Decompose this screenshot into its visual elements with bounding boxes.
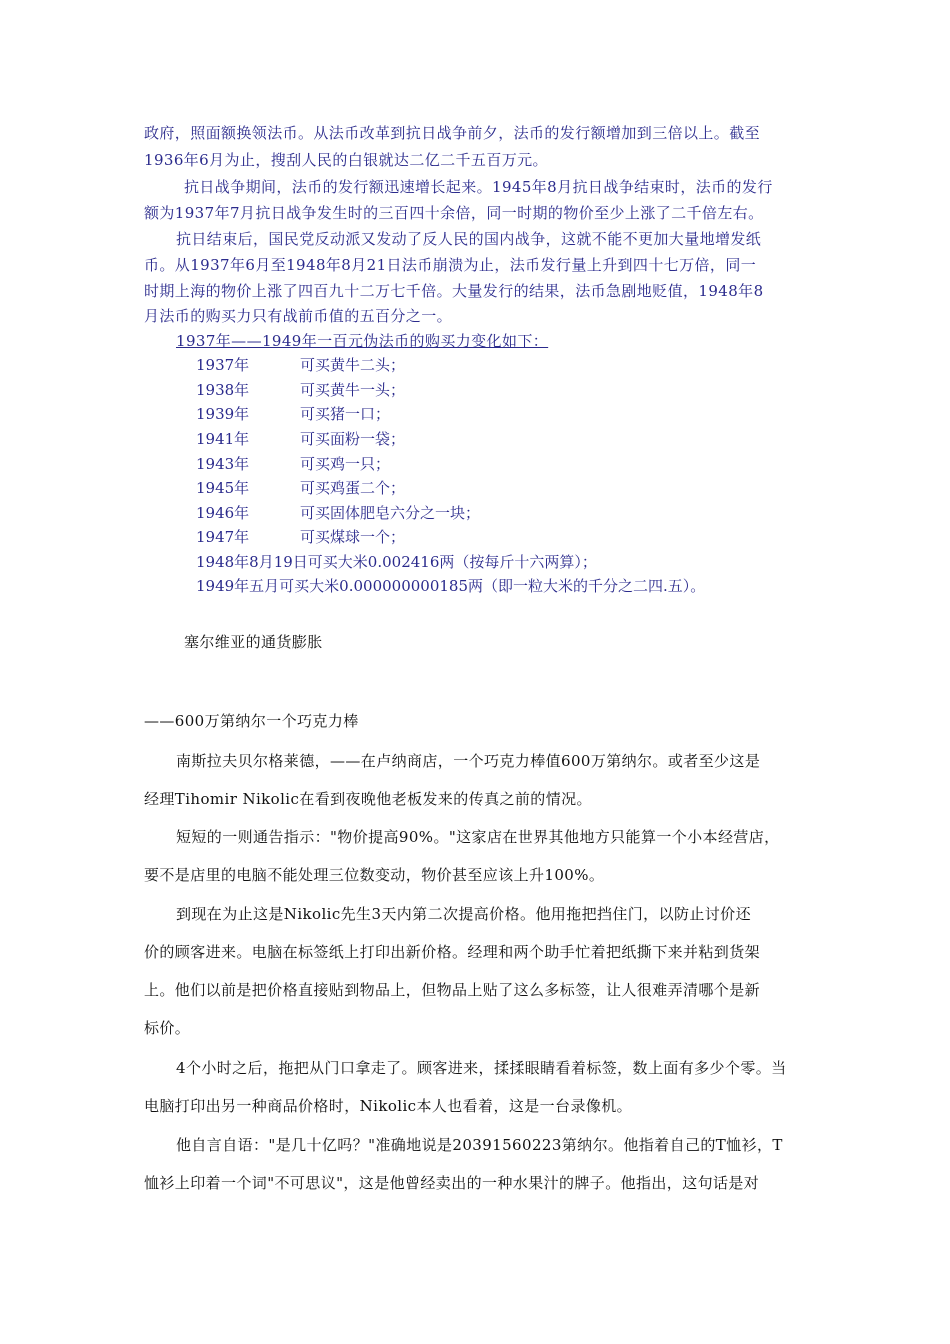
paragraph-line: 标价。 (144, 1019, 191, 1037)
table-heading: 1937年——1949年一百元伪法币的购买力变化如下： (176, 332, 549, 350)
paragraph-line: 时期上海的物价上涨了四百九十二万七千倍。大量发行的结果，法币急剧地贬值，1948年8 (144, 282, 764, 300)
item-text: 可买煤球一个； (300, 528, 406, 546)
paragraph-line: 政府，照面额换领法币。从法币改革到抗日战争前夕，法币的发行额增加到三倍以上。截至 (144, 124, 761, 142)
year-label: 1938年 (196, 381, 250, 399)
year-label: 1943年 (196, 455, 250, 473)
item-text: 可买面粉一袋； (300, 430, 406, 448)
list-item (196, 527, 405, 547)
list-item: 1948年8月19日可买大米0.002416两（按每斤十六两算）； (196, 553, 597, 571)
paragraph-line: 到现在为止这是Nikolic先生3天内第二次提高价格。他用拖把挡住门，以防止讨价还 (176, 905, 751, 923)
paragraph-line: 经理Tihomir Nikolic在看到夜晚他老板发来的传真之前的情况。 (144, 790, 592, 808)
item-text: 可买黄牛二头； (300, 356, 406, 374)
paragraph-line: 恤衫上印着一个词"不可思议"，这是他曾经卖出的一种水果汁的牌子。他指出，这句话是对 (144, 1174, 760, 1192)
paragraph-line: 价的顾客进来。电脑在标签纸上打印出新价格。经理和两个助手忙着把纸撕下来并粘到货架 (144, 943, 761, 961)
paragraph-line: 1936年6月为止，搜刮人民的白银就达二亿二千五百万元。 (144, 151, 548, 169)
list-item (196, 503, 480, 523)
paragraph-line: 要不是店里的电脑不能处理三位数变动，物价甚至应该上升100%。 (144, 866, 605, 884)
paragraph-line: 抗日结束后，国民党反动派又发动了反人民的国内战争，这就不能不更加大量地增发纸 (176, 230, 762, 248)
year-label: 1946年 (196, 504, 250, 522)
paragraph-line: 上。他们以前是把价格直接贴到物品上，但物品上贴了这么多标签，让人很难弄清哪个是新 (144, 981, 761, 999)
paragraph-line: 月法币的购买力只有战前币值的五百分之一。 (144, 307, 453, 325)
list-item (196, 380, 405, 400)
paragraph-line: 4个小时之后，拖把从门口拿走了。顾客进来，揉揉眼睛看着标签，数上面有多少个零。当 (176, 1059, 787, 1077)
list-item: 1949年五月可买大米0.000000000185两（即一粒大米的千分之二四.五）。 (196, 577, 706, 595)
year-label: 1947年 (196, 528, 250, 546)
list-item (196, 355, 405, 375)
paragraph-line: 额为1937年7月抗日战争发生时的三百四十余倍，同一时期的物价至少上涨了二千倍左右。 (144, 204, 764, 222)
item-text: 可买黄牛一头； (300, 381, 406, 399)
year-label: 1945年 (196, 479, 250, 497)
list-item (196, 454, 390, 474)
paragraph-line: 币。从1937年6月至1948年8月21日法币崩溃为止，法币发行量上升到四十七万倍，同一 (144, 256, 757, 274)
paragraph-line: 南斯拉夫贝尔格莱德，——在卢纳商店，一个巧克力棒值600万第纳尔。或者至少这是 (176, 752, 761, 770)
paragraph-line: 他自言自语："是几十亿吗？"准确地说是20391560223第纳尔。他指着自己的T恤衫，T (176, 1136, 783, 1154)
year-label: 1941年 (196, 430, 250, 448)
section-title: 塞尔维亚的通货膨胀 (184, 633, 323, 651)
list-item (196, 404, 390, 424)
list-item (196, 478, 405, 498)
item-text: 可买猪一口； (300, 405, 391, 423)
item-text: 可买鸡一只； (300, 455, 391, 473)
section-subtitle: ——600万第纳尔一个巧克力棒 (144, 712, 359, 730)
paragraph-line: 电脑打印出另一种商品价格时，Nikolic本人也看着，这是一台录像机。 (144, 1097, 633, 1115)
paragraph-line: 短短的一则通告指示："物价提高90%。"这家店在世界其他地方只能算一个小本经营店， (176, 828, 780, 846)
year-label: 1939年 (196, 405, 250, 423)
item-text: 可买固体肥皂六分之一块； (300, 504, 481, 522)
year-label: 1937年 (196, 356, 250, 374)
list-item (196, 429, 405, 449)
item-text: 可买鸡蛋二个； (300, 479, 406, 497)
paragraph-line: 抗日战争期间，法币的发行额迅速增长起来。1945年8月抗日战争结束时，法币的发行 (184, 178, 773, 196)
